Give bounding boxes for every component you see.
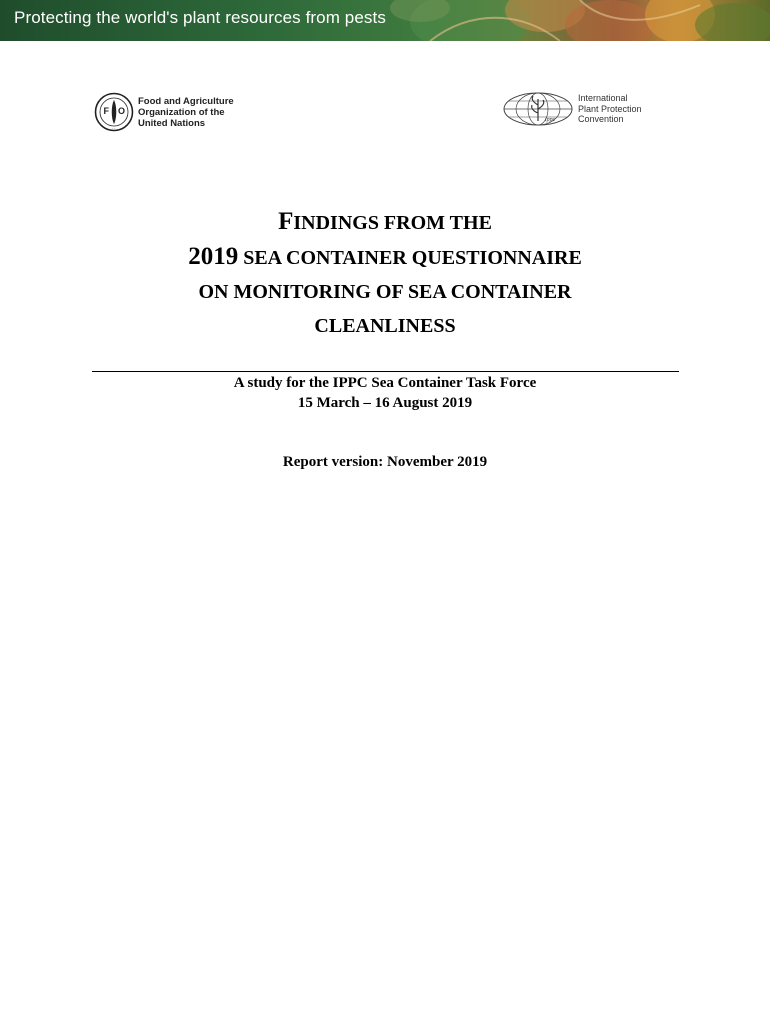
fao-name-line: United Nations bbox=[138, 117, 206, 129]
document-title bbox=[0, 205, 770, 343]
top-banner bbox=[0, 0, 770, 41]
horizontal-divider bbox=[92, 371, 679, 372]
title-line-1-text: INDINGS FROM THE bbox=[293, 212, 492, 234]
ippc-name-line: Convention bbox=[578, 114, 624, 125]
fao-logo bbox=[94, 92, 234, 132]
fao-name-line: Organization of the bbox=[138, 106, 225, 118]
ippc-name-line: International bbox=[578, 93, 628, 104]
subtitle-dates: 15 March – 16 August 2019 bbox=[297, 395, 473, 411]
svg-text:· ·: · · bbox=[111, 126, 116, 131]
report-version: Report version: November 2019 bbox=[282, 454, 488, 470]
title-year: 2019 bbox=[188, 243, 239, 270]
ippc-name-line: Plant Protection bbox=[578, 103, 642, 114]
ippc-name bbox=[578, 93, 642, 125]
title-line-2-text: SEA CONTAINER QUESTIONNAIRE bbox=[238, 247, 582, 269]
fao-name bbox=[138, 96, 234, 129]
banner-tagline: Protecting the world's plant resources from pests bbox=[14, 8, 386, 27]
fao-name-line: Food and Agriculture bbox=[138, 95, 234, 107]
subtitle-study: A study for the IPPC Sea Container Task Force bbox=[233, 375, 537, 391]
ippc-logo bbox=[502, 91, 642, 127]
title-line-1 bbox=[0, 205, 770, 240]
title-drop-letter: F bbox=[278, 208, 294, 235]
title-line-4: CLEANLINESS bbox=[314, 315, 456, 337]
ippc-globe-icon bbox=[502, 91, 574, 127]
fao-emblem-icon bbox=[94, 92, 134, 132]
ippc-emblem-label: ippc bbox=[545, 117, 556, 123]
title-line-3: ON MONITORING OF SEA CONTAINER bbox=[198, 281, 572, 303]
fao-emblem-letter-o: O bbox=[118, 106, 126, 116]
title-line-2 bbox=[0, 240, 770, 275]
subtitle bbox=[0, 373, 770, 413]
fao-emblem-letter-f: F bbox=[103, 106, 109, 116]
